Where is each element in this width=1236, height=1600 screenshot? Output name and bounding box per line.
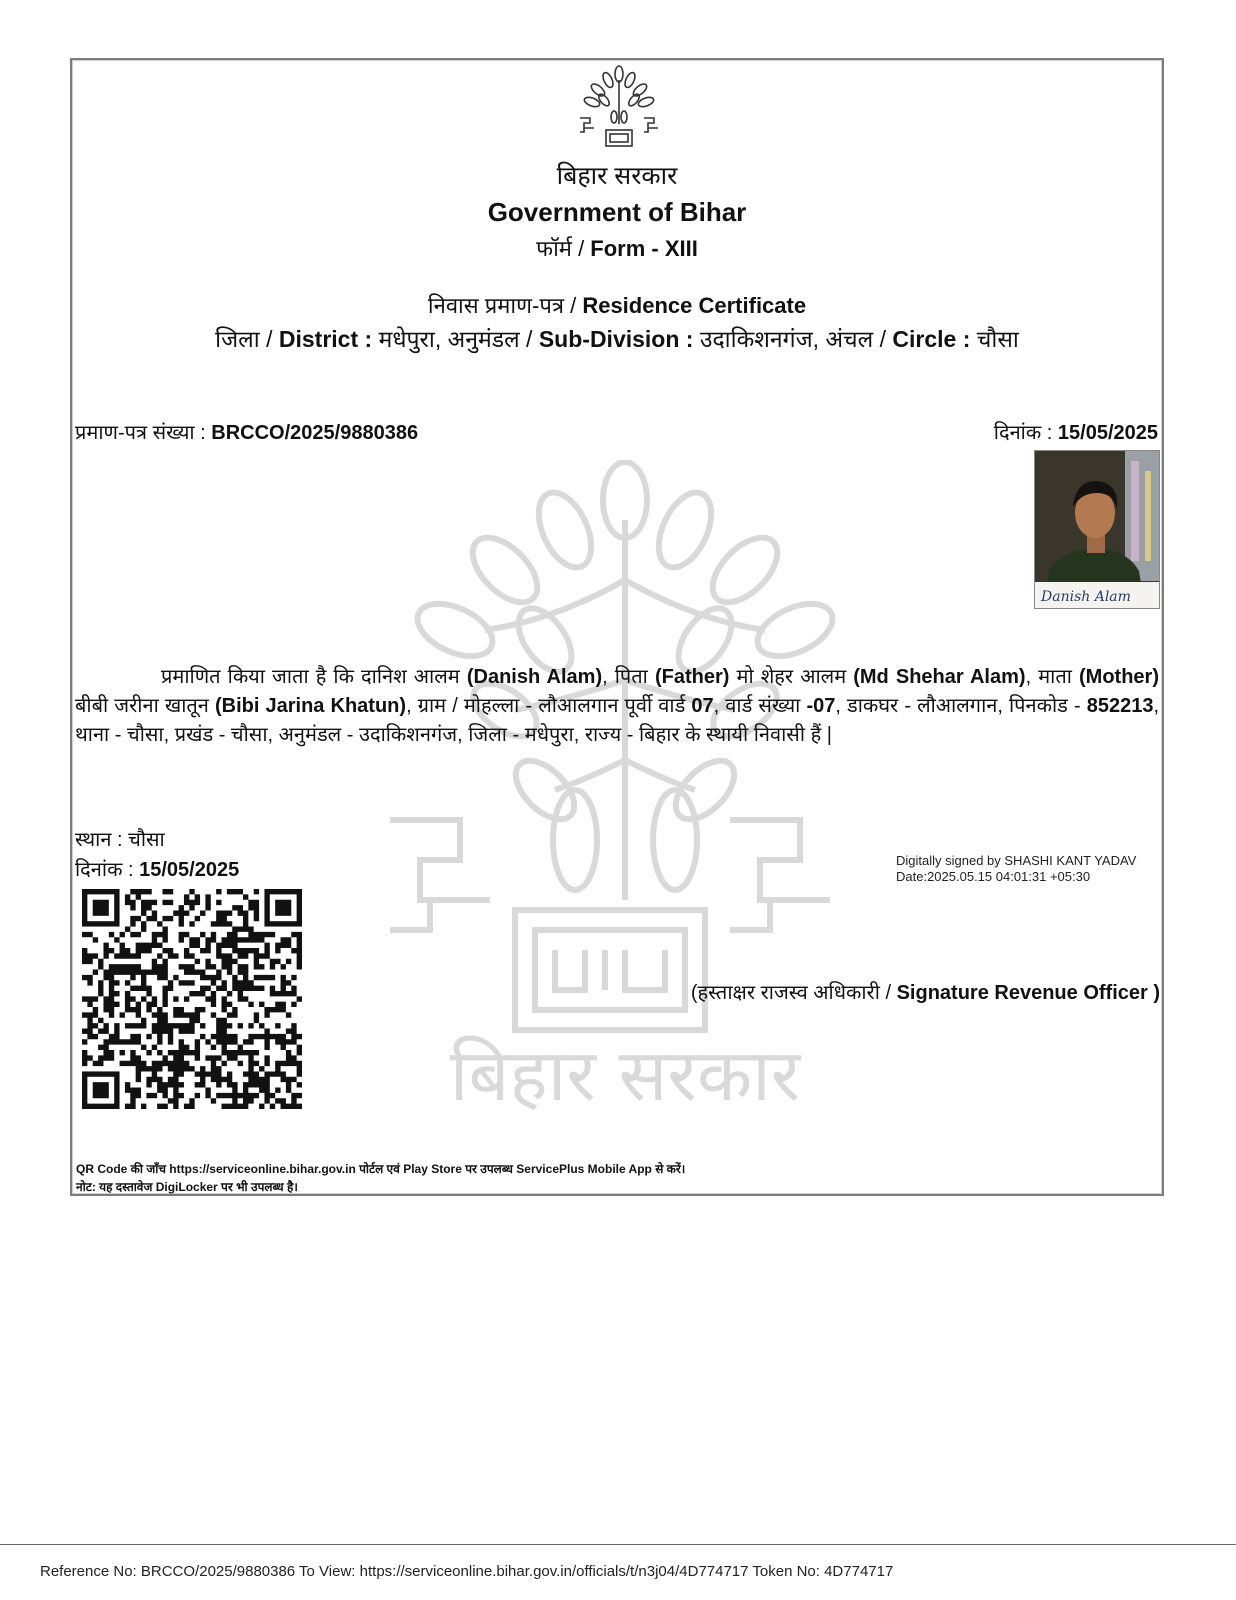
ward-value: 07 — [691, 695, 714, 717]
issue-date-value: 15/05/2025 — [1057, 422, 1158, 444]
certificate-number-value: BRCCO/2025/9880386 — [211, 422, 419, 444]
form-hindi: फॉर्म — [536, 236, 572, 261]
issue-date-label: दिनांक : — [993, 422, 1053, 444]
applicant-photo — [1034, 450, 1160, 609]
subdiv-hindi: अनुमंडल — [447, 326, 520, 352]
header-gov-hindi: बिहार सरकार — [556, 162, 678, 190]
digilocker-note: नोट: यह दस्तावेज DigiLocker पर भी उपलब्ध है। — [76, 1180, 298, 1194]
certificate-body — [75, 663, 1159, 750]
photo-signature: Danish Alam — [1041, 589, 1131, 605]
body-text-7: , वार्ड संख्या — [713, 695, 807, 717]
signature-hindi: (हस्ताक्षर राजस्व अधिकारी / — [690, 982, 892, 1004]
place-label: स्थान : — [75, 829, 123, 851]
place-value: चौसा — [128, 829, 165, 851]
body-text-1: प्रमाणित किया जाता है कि दानिश आलम — [161, 666, 467, 688]
form-label: Form - XIII — [590, 236, 698, 261]
digital-signature-line1: Digitally signed by SHASHI KANT YADAV — [896, 853, 1137, 868]
sign-date — [75, 855, 239, 882]
sign-date-label: दिनांक : — [75, 859, 134, 881]
title-english: Residence Certificate — [582, 293, 807, 318]
sign-date-value: 15/05/2025 — [139, 859, 240, 881]
body-text-3: मो शेहर आलम — [729, 666, 854, 688]
footer-divider — [0, 1544, 1236, 1545]
district-hindi: जिला — [215, 326, 260, 352]
district-line: जिला / District : मधेपुरा, अनुमंडल / Sub-Division : उदाकिशनगंज, अंचल / Circle : चौसा — [215, 326, 1019, 352]
page-footer-reference: Reference No: BRCCO/2025/9880386 To View: https://serviceonline.bihar.gov.in/officials/t/n3j04/4D774717 Token No: 4D774717 — [40, 1563, 894, 1580]
subdiv-value: उदाकिशनगंज, — [699, 326, 820, 352]
district-label: District : — [278, 326, 373, 352]
form-number: फॉर्म / Form - XIII — [536, 236, 698, 261]
bihar-emblem-icon — [574, 62, 664, 154]
person-photo-icon — [1035, 451, 1159, 608]
subdiv-label: Sub-Division : — [538, 326, 694, 352]
mother-label: (Mother) — [1079, 666, 1159, 688]
circle-label: Circle : — [892, 326, 971, 352]
issue-date — [994, 418, 1158, 445]
signature-officer — [691, 978, 1160, 1005]
certificate-title: निवास प्रमाण-पत्र / Residence Certificate — [427, 293, 807, 318]
digital-signature-date: Date:2025.05.15 04:01:31 +05:30 — [896, 869, 1091, 884]
body-text-9: , थाना - चौसा, प्रखंड - चौसा, अनुमंडल - उदाकिशनगंज, जिला - मधेपुरा, राज्य - बिहार के स्थायी निवासी हैं | — [75, 695, 1160, 746]
ward-number-value: -07 — [806, 695, 836, 717]
digital-signature — [896, 853, 1136, 885]
certificate-number — [75, 418, 418, 445]
father-label: (Father) — [654, 666, 730, 688]
certificate-number-label: प्रमाण-पत्र संख्या : — [75, 422, 206, 444]
body-text-5: बीबी जरीना खातून — [75, 695, 215, 717]
pincode-value: 852213 — [1086, 695, 1154, 717]
qr-note: QR Code की जाँच https://serviceonline.bihar.gov.in पोर्टल एवं Play Store पर उपलब्ध ServicePlus Mobile App से करें। — [76, 1162, 686, 1176]
body-text-4: , माता — [1025, 666, 1080, 688]
body-text-8: , डाकघर - लौआलगान, पिनकोड - — [835, 695, 1087, 717]
signature-english: Signature Revenue Officer ) — [896, 982, 1160, 1004]
title-hindi: निवास प्रमाण-पत्र — [427, 293, 564, 318]
body-text-6: , ग्राम / मोहल्ला - लौआलगान पूर्वी वार्ड — [406, 695, 692, 717]
circle-value: चौसा — [976, 326, 1019, 352]
body-text-2: , पिता — [602, 666, 655, 688]
district-value: मधेपुरा, — [378, 326, 442, 352]
mother-name-en: (Bibi Jarina Khatun) — [214, 695, 407, 717]
father-name-en: (Md Shehar Alam) — [853, 666, 1026, 688]
qr-code-icon[interactable] — [82, 889, 302, 1109]
place — [75, 825, 165, 852]
watermark-text: बिहार सरकार — [449, 1033, 801, 1117]
applicant-name-en: (Danish Alam) — [466, 666, 603, 688]
header-gov-english: Government of Bihar — [487, 197, 747, 227]
circle-hindi: अंचल — [825, 326, 874, 352]
